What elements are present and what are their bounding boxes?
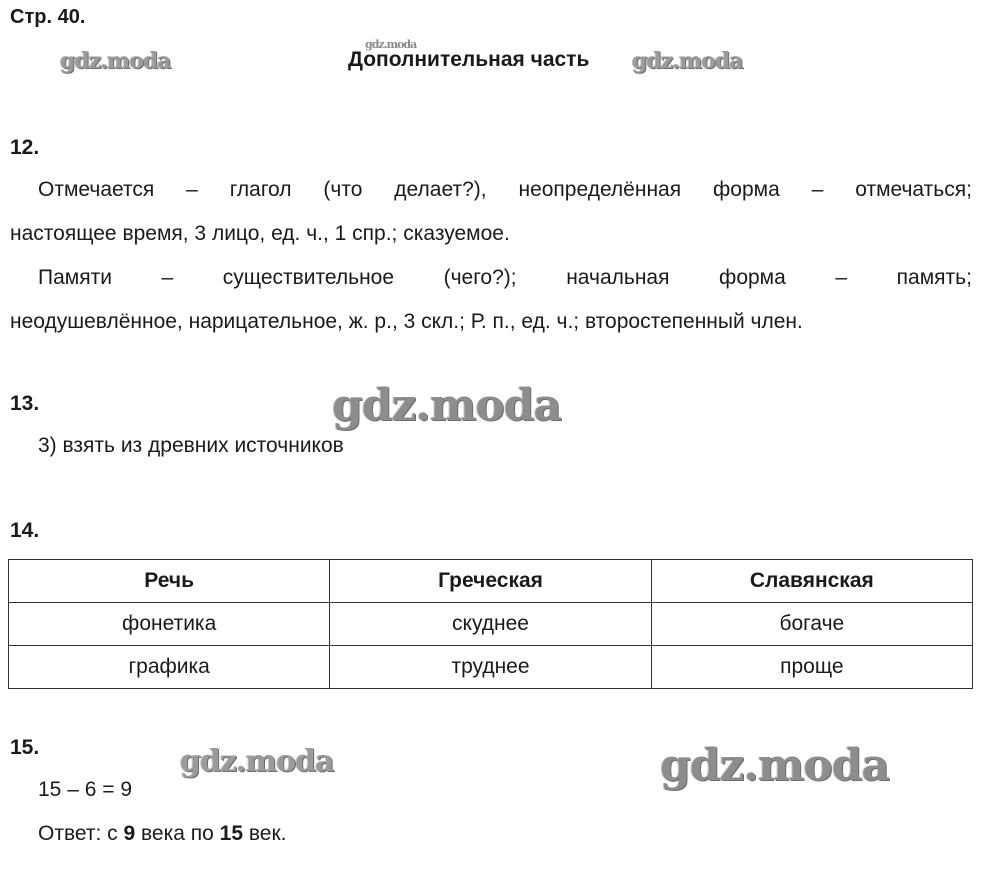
answer-from-century: 9 (123, 822, 136, 845)
column-header: Славянская (651, 560, 972, 603)
word: форма (713, 178, 780, 201)
column-header: Греческая (330, 560, 651, 603)
table-row (9, 603, 973, 646)
answer-suffix: век. (243, 822, 287, 845)
word: – (811, 178, 824, 201)
table-cell: фонетика (9, 603, 330, 646)
table-cell: скуднее (330, 603, 651, 646)
table-header-row (9, 560, 973, 603)
word: существительное (222, 266, 395, 289)
word: делает?), (394, 178, 487, 201)
table-cell: богаче (651, 603, 972, 646)
word: форма (719, 266, 786, 289)
watermark-logo: gdz.moda (180, 744, 334, 779)
task-number: 12. (10, 136, 40, 159)
word: отмечаться; (855, 178, 972, 201)
column-header: Речь (9, 560, 330, 603)
table-cell: труднее (330, 646, 651, 689)
watermark-logo: gdz.moda (632, 48, 743, 74)
word: начальная (566, 266, 670, 289)
comparison-table (8, 559, 973, 689)
table-cell: проще (651, 646, 972, 689)
word: глагол (229, 178, 292, 201)
task-number: 14. (10, 519, 40, 542)
task-15-answer (38, 822, 286, 846)
paragraph-line (38, 168, 972, 212)
watermark-logo: gdz.moda (60, 48, 171, 74)
word: – (186, 178, 198, 201)
task-number: 15. (10, 736, 40, 759)
word: неопределённая (518, 178, 682, 201)
task-12-text (10, 168, 972, 344)
word: Отмечается (38, 178, 155, 201)
answer-to-century: 15 (219, 822, 244, 845)
table-row (9, 646, 973, 689)
section-title: Дополнительная часть (348, 48, 590, 71)
answer-prefix: Ответ: с (38, 822, 124, 845)
word: Памяти (38, 266, 112, 289)
word: (что (323, 178, 363, 201)
table-cell: графика (9, 646, 330, 689)
watermark-logo: gdz.moda (365, 38, 417, 51)
word: – (161, 266, 174, 289)
watermark-logo: gdz.moda (332, 380, 562, 431)
word: память; (896, 266, 972, 289)
task-13-answer: 3) взять из древних источников (38, 434, 344, 457)
task-15-equation: 15 – 6 = 9 (38, 778, 132, 801)
paragraph-line: настоящее время, 3 лицо, ед. ч., 1 спр.; сказуемое. (10, 222, 510, 245)
paragraph-line (38, 256, 972, 300)
word: (чего?); (443, 266, 517, 289)
page-label: Стр. 40. (10, 6, 86, 28)
paragraph-line: неодушевлённое, нарицательное, ж. р., 3 скл.; Р. п., ед. ч.; второстепенный член. (10, 310, 803, 333)
answer-middle: века по (135, 822, 220, 845)
word: – (835, 266, 848, 289)
watermark-logo: gdz.moda (660, 740, 890, 791)
task-number: 13. (10, 392, 40, 415)
